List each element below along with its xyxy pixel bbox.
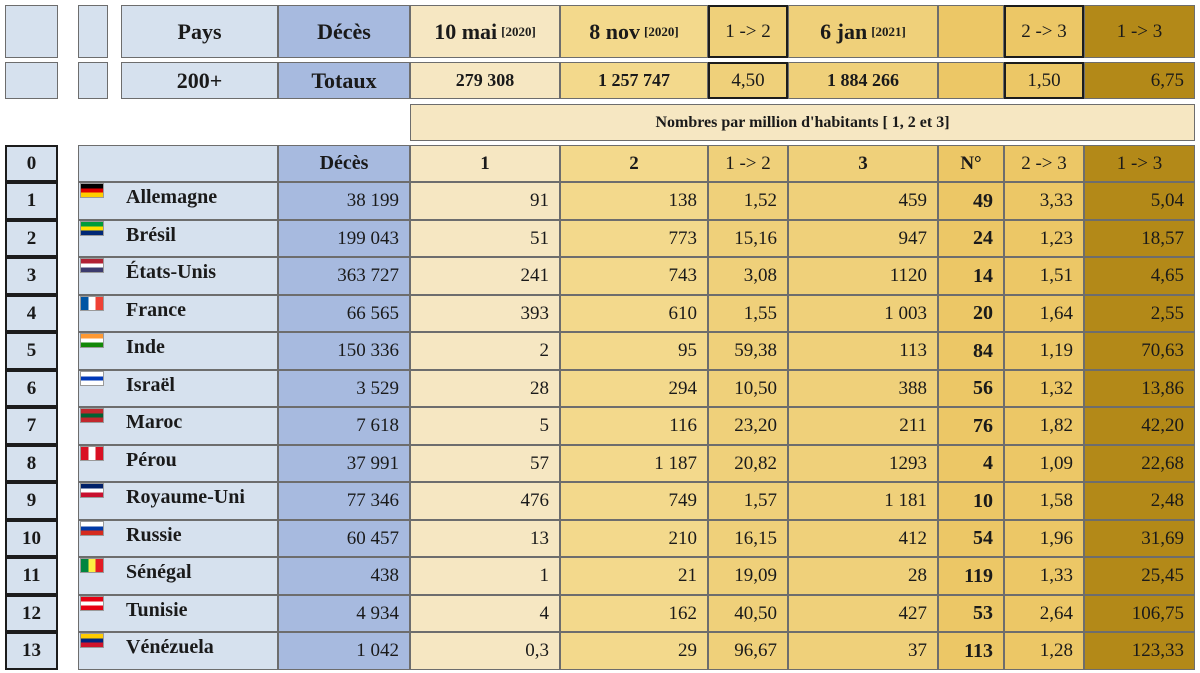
cell-rank: 113 xyxy=(938,632,1004,670)
corner-cell xyxy=(78,62,108,99)
cell-per-million-2: 210 xyxy=(560,520,708,557)
cell-per-million-3: 113 xyxy=(788,332,938,370)
flag-icon xyxy=(80,408,104,423)
cell-ratio-12: 1,52 xyxy=(708,182,788,220)
header-date-1 xyxy=(410,5,560,58)
cell-per-million-1: 91 xyxy=(410,182,560,220)
row-index: 4 xyxy=(5,295,58,332)
cell-ratio-12: 59,38 xyxy=(708,332,788,370)
subheader-deces: Décès xyxy=(278,145,410,182)
cell-ratio-23: 3,33 xyxy=(1004,182,1084,220)
cell-deces: 363 727 xyxy=(278,257,410,295)
country-cell xyxy=(78,182,278,220)
flag-icon xyxy=(80,296,104,311)
totals-ratio-13: 6,75 xyxy=(1084,62,1195,99)
header-date-3-main: 6 jan xyxy=(820,18,868,44)
cell-per-million-2: 1 187 xyxy=(560,445,708,482)
corner-cell xyxy=(78,5,108,58)
subheader-ratio-12: 1 -> 2 xyxy=(708,145,788,182)
cell-ratio-13: 123,33 xyxy=(1084,632,1195,670)
cell-per-million-3: 1 003 xyxy=(788,295,938,332)
cell-deces: 3 529 xyxy=(278,370,410,407)
cell-rank: 119 xyxy=(938,557,1004,595)
cell-ratio-12: 1,57 xyxy=(708,482,788,520)
totals-v1: 279 308 xyxy=(410,62,560,99)
cell-ratio-23: 1,58 xyxy=(1004,482,1084,520)
country-cell xyxy=(78,257,278,295)
subheader-col-2: 2 xyxy=(560,145,708,182)
cell-per-million-3: 412 xyxy=(788,520,938,557)
cell-rank: 54 xyxy=(938,520,1004,557)
header-date-2 xyxy=(560,5,708,58)
cell-ratio-12: 3,08 xyxy=(708,257,788,295)
row-index: 6 xyxy=(5,370,58,407)
cell-ratio-13: 18,57 xyxy=(1084,220,1195,257)
cell-deces: 38 199 xyxy=(278,182,410,220)
cell-ratio-13: 25,45 xyxy=(1084,557,1195,595)
corner-cell xyxy=(5,62,58,99)
cell-per-million-3: 211 xyxy=(788,407,938,445)
country-cell xyxy=(78,295,278,332)
country-name: États-Unis xyxy=(126,261,217,283)
header-date-2-main: 8 nov xyxy=(589,18,641,44)
cell-per-million-2: 749 xyxy=(560,482,708,520)
subheader-index: 0 xyxy=(5,145,58,182)
cell-ratio-12: 19,09 xyxy=(708,557,788,595)
cell-ratio-12: 96,67 xyxy=(708,632,788,670)
row-index: 1 xyxy=(5,182,58,220)
header-ratio-23: 2 -> 3 xyxy=(1004,5,1084,58)
cell-ratio-12: 1,55 xyxy=(708,295,788,332)
totals-v3: 1 884 266 xyxy=(788,62,938,99)
country-cell xyxy=(78,632,278,670)
subheader-col-3: 3 xyxy=(788,145,938,182)
cell-per-million-3: 1 181 xyxy=(788,482,938,520)
cell-per-million-2: 138 xyxy=(560,182,708,220)
cell-rank: 84 xyxy=(938,332,1004,370)
row-index: 11 xyxy=(5,557,58,595)
flag-icon xyxy=(80,221,104,236)
cell-per-million-3: 1293 xyxy=(788,445,938,482)
country-cell xyxy=(78,557,278,595)
cell-per-million-2: 162 xyxy=(560,595,708,632)
cell-ratio-13: 4,65 xyxy=(1084,257,1195,295)
flag-icon xyxy=(80,258,104,273)
country-name: Brésil xyxy=(126,224,176,246)
country-name: Tunisie xyxy=(126,599,188,621)
row-index: 2 xyxy=(5,220,58,257)
cell-per-million-2: 610 xyxy=(560,295,708,332)
cell-ratio-23: 1,33 xyxy=(1004,557,1084,595)
header-ratio-13: 1 -> 3 xyxy=(1084,5,1195,58)
cell-per-million-1: 0,3 xyxy=(410,632,560,670)
cell-per-million-1: 57 xyxy=(410,445,560,482)
cell-per-million-3: 459 xyxy=(788,182,938,220)
cell-deces: 66 565 xyxy=(278,295,410,332)
row-index: 3 xyxy=(5,257,58,295)
cell-per-million-2: 95 xyxy=(560,332,708,370)
cell-deces: 150 336 xyxy=(278,332,410,370)
country-name: Maroc xyxy=(126,411,183,433)
cell-ratio-13: 2,48 xyxy=(1084,482,1195,520)
flag-icon xyxy=(80,558,104,573)
cell-ratio-23: 1,19 xyxy=(1004,332,1084,370)
flag-icon xyxy=(80,333,104,348)
subheader-country-blank xyxy=(78,145,278,182)
flag-icon xyxy=(80,371,104,386)
cell-per-million-3: 28 xyxy=(788,557,938,595)
row-index: 12 xyxy=(5,595,58,632)
cell-per-million-1: 241 xyxy=(410,257,560,295)
totals-blank xyxy=(938,62,1004,99)
totals-deces: Totaux xyxy=(278,62,410,99)
cell-ratio-23: 1,28 xyxy=(1004,632,1084,670)
cell-ratio-23: 1,64 xyxy=(1004,295,1084,332)
cell-deces: 60 457 xyxy=(278,520,410,557)
cell-ratio-23: 1,96 xyxy=(1004,520,1084,557)
cell-ratio-12: 40,50 xyxy=(708,595,788,632)
cell-per-million-3: 427 xyxy=(788,595,938,632)
cell-per-million-1: 476 xyxy=(410,482,560,520)
cell-rank: 14 xyxy=(938,257,1004,295)
country-cell xyxy=(78,407,278,445)
cell-ratio-23: 1,51 xyxy=(1004,257,1084,295)
cell-ratio-13: 42,20 xyxy=(1084,407,1195,445)
cell-ratio-23: 2,64 xyxy=(1004,595,1084,632)
country-name: Inde xyxy=(126,336,165,358)
cell-ratio-12: 16,15 xyxy=(708,520,788,557)
cell-deces: 37 991 xyxy=(278,445,410,482)
country-name: Royaume-Uni xyxy=(126,486,245,508)
cell-ratio-23: 1,23 xyxy=(1004,220,1084,257)
country-cell xyxy=(78,445,278,482)
cell-ratio-13: 5,04 xyxy=(1084,182,1195,220)
subheader-ratio-23: 2 -> 3 xyxy=(1004,145,1084,182)
country-cell xyxy=(78,520,278,557)
flag-icon xyxy=(80,483,104,498)
cell-ratio-13: 31,69 xyxy=(1084,520,1195,557)
cell-per-million-3: 37 xyxy=(788,632,938,670)
cell-deces: 7 618 xyxy=(278,407,410,445)
cell-deces: 1 042 xyxy=(278,632,410,670)
cell-per-million-1: 393 xyxy=(410,295,560,332)
cell-per-million-1: 1 xyxy=(410,557,560,595)
cell-per-million-2: 29 xyxy=(560,632,708,670)
corner-cell xyxy=(5,5,58,58)
cell-per-million-3: 947 xyxy=(788,220,938,257)
country-cell xyxy=(78,482,278,520)
row-index: 13 xyxy=(5,632,58,670)
cell-ratio-13: 70,63 xyxy=(1084,332,1195,370)
country-name: Israël xyxy=(126,374,175,396)
cell-per-million-1: 4 xyxy=(410,595,560,632)
country-name: Sénégal xyxy=(126,561,192,583)
cell-deces: 438 xyxy=(278,557,410,595)
cell-rank: 4 xyxy=(938,445,1004,482)
per-million-note: Nombres par million d'habitants [ 1, 2 et 3] xyxy=(410,104,1195,141)
cell-per-million-2: 773 xyxy=(560,220,708,257)
cell-per-million-1: 28 xyxy=(410,370,560,407)
header-pays: Pays xyxy=(121,5,278,58)
cell-rank: 10 xyxy=(938,482,1004,520)
header-ratio-12: 1 -> 2 xyxy=(708,5,788,58)
cell-per-million-2: 21 xyxy=(560,557,708,595)
header-date-1-year: [2020] xyxy=(501,23,536,39)
cell-ratio-12: 20,82 xyxy=(708,445,788,482)
header-blank xyxy=(938,5,1004,58)
cell-rank: 24 xyxy=(938,220,1004,257)
cell-ratio-13: 106,75 xyxy=(1084,595,1195,632)
totals-ratio-23: 1,50 xyxy=(1004,62,1084,99)
cell-per-million-1: 5 xyxy=(410,407,560,445)
cell-ratio-23: 1,32 xyxy=(1004,370,1084,407)
header-date-3-year: [2021] xyxy=(871,23,906,39)
row-index: 7 xyxy=(5,407,58,445)
cell-rank: 56 xyxy=(938,370,1004,407)
country-name: France xyxy=(126,299,186,321)
flag-icon xyxy=(80,183,104,198)
cell-ratio-12: 23,20 xyxy=(708,407,788,445)
header-date-3 xyxy=(788,5,938,58)
country-cell xyxy=(78,595,278,632)
cell-ratio-13: 2,55 xyxy=(1084,295,1195,332)
cell-per-million-3: 1120 xyxy=(788,257,938,295)
totals-v2: 1 257 747 xyxy=(560,62,708,99)
row-index: 10 xyxy=(5,520,58,557)
country-cell xyxy=(78,370,278,407)
cell-per-million-1: 2 xyxy=(410,332,560,370)
cell-rank: 49 xyxy=(938,182,1004,220)
cell-per-million-3: 388 xyxy=(788,370,938,407)
country-name: Pérou xyxy=(126,449,177,471)
subheader-rank: N° xyxy=(938,145,1004,182)
country-cell xyxy=(78,220,278,257)
cell-per-million-2: 294 xyxy=(560,370,708,407)
country-name: Vénézuela xyxy=(126,636,214,658)
cell-rank: 53 xyxy=(938,595,1004,632)
cell-ratio-12: 10,50 xyxy=(708,370,788,407)
cell-per-million-2: 743 xyxy=(560,257,708,295)
cell-ratio-23: 1,82 xyxy=(1004,407,1084,445)
cell-ratio-23: 1,09 xyxy=(1004,445,1084,482)
cell-per-million-1: 51 xyxy=(410,220,560,257)
country-cell xyxy=(78,332,278,370)
header-date-2-year: [2020] xyxy=(644,23,679,39)
cell-deces: 4 934 xyxy=(278,595,410,632)
flag-icon xyxy=(80,446,104,461)
cell-deces: 199 043 xyxy=(278,220,410,257)
cell-ratio-13: 13,86 xyxy=(1084,370,1195,407)
flag-icon xyxy=(80,633,104,648)
row-index: 9 xyxy=(5,482,58,520)
flag-icon xyxy=(80,521,104,536)
cell-per-million-1: 13 xyxy=(410,520,560,557)
country-name: Allemagne xyxy=(126,186,218,208)
cell-per-million-2: 116 xyxy=(560,407,708,445)
header-date-1-main: 10 mai xyxy=(434,18,498,44)
subheader-col-1: 1 xyxy=(410,145,560,182)
cell-rank: 76 xyxy=(938,407,1004,445)
row-index: 8 xyxy=(5,445,58,482)
cell-ratio-13: 22,68 xyxy=(1084,445,1195,482)
row-index: 5 xyxy=(5,332,58,370)
cell-ratio-12: 15,16 xyxy=(708,220,788,257)
cell-rank: 20 xyxy=(938,295,1004,332)
country-name: Russie xyxy=(126,524,182,546)
totals-ratio-12: 4,50 xyxy=(708,62,788,99)
header-deces: Décès xyxy=(278,5,410,58)
cell-deces: 77 346 xyxy=(278,482,410,520)
totals-label: 200+ xyxy=(121,62,278,99)
subheader-ratio-13: 1 -> 3 xyxy=(1084,145,1195,182)
flag-icon xyxy=(80,596,104,611)
